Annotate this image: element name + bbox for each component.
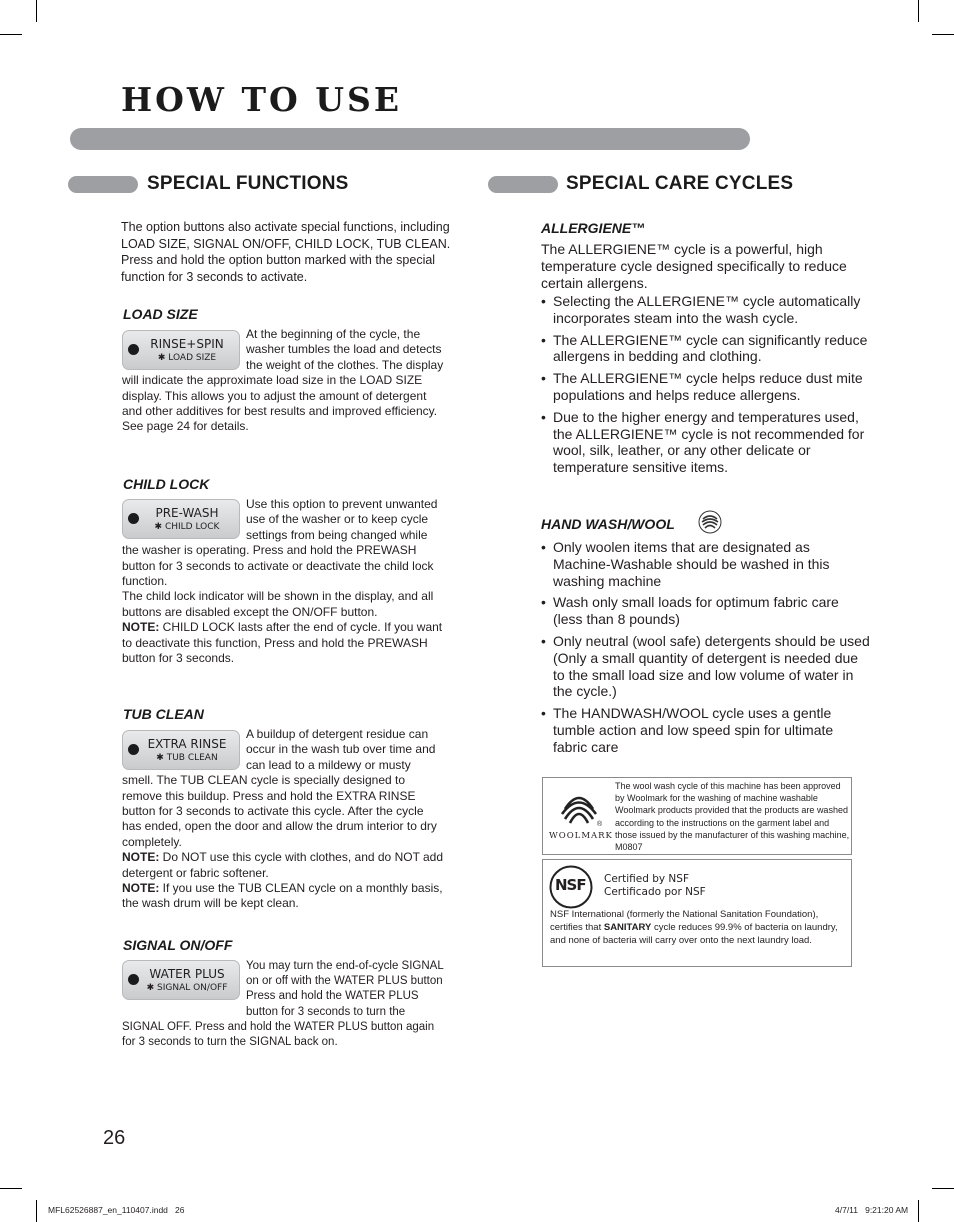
note-text: If you use the TUB CLEAN cycle on a monthly basis, the wash drum will be kept clean. [122, 881, 443, 911]
footer-file: MFL62526887_en_110407.indd 26 [48, 1205, 185, 1215]
note-text: Do NOT use this cycle with clothes, and do NOT add detergent or fabric softener. [122, 850, 444, 880]
child-lock-text2: The child lock indicator will be shown in the display, and all buttons are disabled except the ON/OFF button. [122, 589, 434, 619]
nsf-text-b: cycle reduces 99.9% of bacteria on laundry, and none of bacteria will carry over onto the next laundry load. [550, 922, 838, 947]
woolmark-logo-icon [557, 787, 601, 827]
nsf-text [550, 908, 848, 948]
list-item: • The HANDWASH/WOOL cycle uses a gentle tumble action and low speed spin for ultimate fabric care [541, 705, 871, 755]
header-bar [70, 128, 750, 150]
nsf-cert-en: Certified by NSF [604, 873, 689, 885]
child-lock-title: CHILD LOCK [123, 476, 210, 492]
tub-clean-text: A buildup of detergent residue can occur in the wash tub over time and can lead to a mildewy or musty smell. The TUB CLEAN cycle is specially designed to remove this buildup. Press and hold the EXTRA RINSE button for 3 seconds to activate this cycle. After the cycle has ended, open the door and allow the drum interior to dry completely. [122, 727, 437, 849]
nsf-text-bold: SANITARY [603, 922, 652, 934]
special-functions-heading: SPECIAL FUNCTIONS [147, 173, 349, 194]
allergiene-title: ALLERGIENE™ [541, 220, 646, 236]
tub-clean-note1 [122, 850, 444, 881]
special-functions-intro: The option buttons also activate special functions, including LOAD SIZE, SIGNAL ON/OFF, CHILD LOCK, TUB CLEAN. Press and hold the option button marked with the special function for 3 seconds to activate. [121, 220, 451, 284]
list-item: • The ALLERGIENE™ cycle can significantly reduce allergens in bedding and clothing. [541, 332, 871, 366]
load-size-text-block [122, 327, 444, 435]
note-label: NOTE: [122, 881, 160, 896]
tub-clean-title: TUB CLEAN [123, 706, 204, 722]
nsf-box [542, 859, 852, 967]
button-label: WATER PLUS [149, 967, 225, 981]
page-title: HOW TO USE [121, 80, 403, 119]
nsf-cert-es: Certificado por NSF [604, 886, 706, 898]
button-label: PRE-WASH [155, 506, 219, 520]
signal-text-block [122, 959, 444, 1050]
child-lock-note [122, 620, 444, 666]
list-item: • Selecting the ALLERGIENE™ cycle automatically incorporates steam into the wash cycle. [541, 293, 871, 327]
nsf-logo-text: NSF [555, 876, 586, 894]
woolmark-text: The wool wash cycle of this machine has been approved by Woolmark for the washing of machine washable Woolmark products provided that the products are washed according to the instructions on the garment label and those issued by the manufacturer of this washing machine, M0807 [615, 781, 850, 853]
allergiene-list [541, 293, 871, 481]
button-sublabel: ✱ CHILD LOCK [154, 522, 220, 532]
list-item: • The ALLERGIENE™ cycle helps reduce dust mite populations and helps reduce allergens. [541, 370, 871, 404]
signal-text: You may turn the end-of-cycle SIGNAL on or off with the WATER PLUS button Press and hold the WATER PLUS button for 3 seconds to turn the SIGNAL OFF. Press and hold the WATER PLUS button again for 3 seconds to turn the SIGNAL back on. [122, 960, 444, 1049]
note-label: NOTE: [122, 850, 160, 865]
list-item: • Wash only small loads for optimum fabric care (less than 8 pounds) [541, 594, 871, 628]
tub-clean-text-block [122, 727, 444, 912]
note-text: CHILD LOCK lasts after the end of cycle. If you want to deactivate this function, Press and hold the PREWASH button for 3 seconds. [122, 620, 443, 666]
note-label: NOTE: [122, 620, 160, 635]
nsf-text-a: NSF International (formerly the National Sanitation Foundation), certifies that [550, 909, 819, 934]
woolmark-icon [698, 510, 722, 534]
hand-wash-list [541, 539, 871, 761]
load-size-title: LOAD SIZE [123, 306, 198, 322]
woolmark-logo-text: WOOLMARK [549, 831, 613, 841]
hand-wash-title: HAND WASH/WOOL [541, 516, 675, 532]
section-marker [488, 176, 558, 193]
section-marker [68, 176, 138, 193]
signal-title: SIGNAL ON/OFF [123, 937, 233, 953]
button-sublabel: ✱ LOAD SIZE [157, 353, 217, 363]
button-sublabel: ✱ TUB CLEAN [156, 753, 218, 763]
page-number: 26 [103, 1127, 126, 1149]
special-care-heading: SPECIAL CARE CYCLES [566, 173, 794, 194]
list-item: • Due to the higher energy and temperatures used, the ALLERGIENE™ cycle is not recommended for wool, silk, leather, or any other delicate or temperature sensitive items. [541, 409, 871, 476]
allergiene-intro: The ALLERGIENE™ cycle is a powerful, high temperature cycle designed specifically to reduce certain allergens. [541, 241, 847, 291]
button-label: RINSE+SPIN [150, 337, 224, 351]
child-lock-text: Use this option to prevent unwanted use of the washer or to keep cycle settings from being changed while the washer is operating. Press and hold the PREWASH button for 3 seconds to activate or deactivate the child lock function. [122, 497, 438, 589]
woolmark-box [542, 777, 852, 855]
load-size-text: At the beginning of the cycle, the washer tumbles the load and detects the weight of the clothes. The display will indicate the approximate load size in the LOAD SIZE display. This allows you to adjust the amount of detergent and other additives for best results and improved efficiency. See page 24 for details. [122, 327, 444, 434]
button-label: EXTRA RINSE [147, 737, 227, 751]
footer-timestamp: 4/7/11 9:21:20 AM [835, 1205, 909, 1215]
tub-clean-note2 [122, 881, 444, 912]
button-sublabel: ✱ SIGNAL ON/OFF [146, 983, 228, 993]
child-lock-text-block [122, 497, 444, 666]
list-item: • Only neutral (wool safe) detergents should be used (Only a small quantity of detergent is needed due to the small load size and low volume of water in the cycle.) [541, 633, 871, 700]
list-item: • Only woolen items that are designated as Machine-Washable should be washed in this washing machine [541, 539, 871, 589]
registered-mark: ® [597, 821, 603, 828]
